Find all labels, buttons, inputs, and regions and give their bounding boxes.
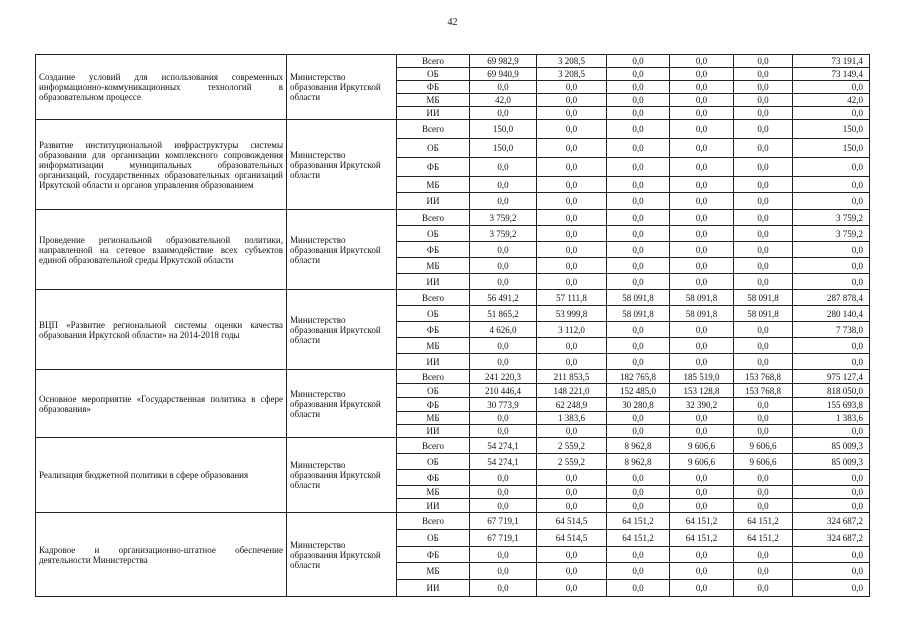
year-value: 0,0 (734, 94, 793, 107)
total-value: 73 149,4 (793, 68, 870, 81)
executor: Министерство образования Иркутской области (287, 210, 397, 290)
funding-source: Всего (397, 513, 470, 530)
budget-table (35, 54, 870, 597)
year-value: 64 151,2 (734, 513, 793, 530)
total-value: 818 050,0 (793, 384, 870, 398)
year-value: 0,0 (670, 242, 734, 258)
funding-source: ФБ (397, 81, 470, 94)
year-value: 3 759,2 (470, 226, 537, 242)
year-value: 0,0 (670, 81, 734, 94)
year-value: 0,0 (537, 177, 607, 193)
year-value: 0,0 (607, 242, 670, 258)
year-value: 0,0 (734, 499, 793, 513)
year-value: 62 248,9 (537, 398, 607, 412)
total-value: 280 140,4 (793, 306, 870, 322)
year-value: 182 765,8 (607, 370, 670, 384)
year-value: 0,0 (537, 210, 607, 226)
year-value: 58 091,8 (670, 290, 734, 306)
year-value: 58 091,8 (670, 306, 734, 322)
executor: Министерство образования Иркутской области (287, 120, 397, 210)
year-value: 30 280,8 (607, 398, 670, 412)
funding-source: МБ (397, 94, 470, 107)
year-value: 241 220,3 (470, 370, 537, 384)
year-value: 0,0 (607, 68, 670, 81)
funding-source: ИИ (397, 107, 470, 120)
year-value: 67 719,1 (470, 530, 537, 547)
year-value: 0,0 (607, 338, 670, 354)
year-value: 69 982,9 (470, 55, 537, 68)
year-value: 64 151,2 (670, 513, 734, 530)
year-value: 0,0 (670, 547, 734, 563)
year-value: 42,0 (470, 94, 537, 107)
year-value: 185 519,0 (670, 370, 734, 384)
funding-source: ОБ (397, 530, 470, 547)
year-value: 0,0 (607, 499, 670, 513)
year-value: 0,0 (537, 274, 607, 290)
total-value: 0,0 (793, 177, 870, 193)
year-value: 0,0 (670, 338, 734, 354)
year-value: 0,0 (537, 486, 607, 499)
year-value: 153 768,8 (734, 370, 793, 384)
funding-source: Всего (397, 370, 470, 384)
funding-source: ФБ (397, 547, 470, 563)
executor: Министерство образования Иркутской области (287, 55, 397, 120)
year-value: 0,0 (670, 486, 734, 499)
total-value: 0,0 (793, 499, 870, 513)
year-value: 58 091,8 (734, 306, 793, 322)
activity-name: Кадровое и организационно-штатное обеспечение деятельности Министерства (36, 513, 287, 597)
table-row (36, 210, 870, 226)
year-value: 153 768,8 (734, 384, 793, 398)
total-value: 0,0 (793, 242, 870, 258)
year-value: 0,0 (670, 68, 734, 81)
year-value: 0,0 (470, 193, 537, 210)
year-value: 58 091,8 (607, 290, 670, 306)
funding-source: ОБ (397, 306, 470, 322)
year-value: 0,0 (734, 547, 793, 563)
year-value: 0,0 (670, 322, 734, 338)
year-value: 0,0 (537, 354, 607, 370)
year-value: 3 208,5 (537, 55, 607, 68)
funding-source: ФБ (397, 158, 470, 177)
year-value: 0,0 (470, 547, 537, 563)
year-value: 0,0 (734, 322, 793, 338)
year-value: 0,0 (537, 81, 607, 94)
year-value: 0,0 (537, 193, 607, 210)
year-value: 0,0 (537, 425, 607, 438)
year-value: 0,0 (537, 120, 607, 139)
year-value: 0,0 (734, 120, 793, 139)
funding-source: Всего (397, 438, 470, 454)
funding-source: Всего (397, 210, 470, 226)
year-value: 150,0 (470, 120, 537, 139)
total-value: 0,0 (793, 563, 870, 580)
activity-name: Развитие институциональной инфраструктуры системы образования для организации комплексного сопровождения информатизации муниципальных образовательных организаций, государственных образовательных организаций Иркутской области и органов управления образованием (36, 120, 287, 210)
year-value: 2 559,2 (537, 438, 607, 454)
year-value: 0,0 (470, 563, 537, 580)
year-value: 64 151,2 (734, 530, 793, 547)
year-value: 0,0 (607, 580, 670, 597)
year-value: 0,0 (537, 226, 607, 242)
total-value: 0,0 (793, 425, 870, 438)
funding-source: ОБ (397, 454, 470, 470)
year-value: 67 719,1 (470, 513, 537, 530)
year-value: 0,0 (470, 242, 537, 258)
year-value: 0,0 (607, 547, 670, 563)
year-value: 0,0 (734, 258, 793, 274)
year-value: 210 446,4 (470, 384, 537, 398)
year-value: 9 606,6 (734, 454, 793, 470)
total-value: 150,0 (793, 139, 870, 158)
total-value: 0,0 (793, 354, 870, 370)
year-value: 0,0 (537, 499, 607, 513)
table-row (36, 370, 870, 384)
year-value: 152 485,0 (607, 384, 670, 398)
year-value: 64 514,5 (537, 530, 607, 547)
year-value: 0,0 (537, 107, 607, 120)
year-value: 58 091,8 (734, 290, 793, 306)
funding-source: ИИ (397, 580, 470, 597)
year-value: 58 091,8 (607, 306, 670, 322)
year-value: 0,0 (734, 563, 793, 580)
executor: Министерство образования Иркутской области (287, 290, 397, 370)
year-value: 2 559,2 (537, 454, 607, 470)
year-value: 4 626,0 (470, 322, 537, 338)
total-value: 0,0 (793, 107, 870, 120)
year-value: 0,0 (670, 210, 734, 226)
year-value: 0,0 (734, 425, 793, 438)
year-value: 0,0 (734, 486, 793, 499)
year-value: 0,0 (607, 563, 670, 580)
year-value: 0,0 (607, 55, 670, 68)
table-row (36, 120, 870, 139)
year-value: 0,0 (537, 563, 607, 580)
year-value: 0,0 (537, 338, 607, 354)
year-value: 0,0 (470, 580, 537, 597)
year-value: 0,0 (670, 412, 734, 425)
funding-source: МБ (397, 412, 470, 425)
funding-source: МБ (397, 486, 470, 499)
year-value: 69 940,9 (470, 68, 537, 81)
year-value: 9 606,6 (670, 454, 734, 470)
year-value: 0,0 (670, 274, 734, 290)
funding-source: ИИ (397, 425, 470, 438)
year-value: 0,0 (607, 81, 670, 94)
year-value: 1 383,6 (537, 412, 607, 425)
year-value: 0,0 (734, 242, 793, 258)
year-value: 0,0 (537, 547, 607, 563)
year-value: 0,0 (734, 398, 793, 412)
year-value: 0,0 (470, 177, 537, 193)
year-value: 0,0 (470, 486, 537, 499)
total-value: 0,0 (793, 470, 870, 486)
total-value: 0,0 (793, 486, 870, 499)
year-value: 56 491,2 (470, 290, 537, 306)
total-value: 3 759,2 (793, 226, 870, 242)
total-value: 0,0 (793, 547, 870, 563)
year-value: 0,0 (670, 55, 734, 68)
year-value: 148 221,0 (537, 384, 607, 398)
year-value: 0,0 (607, 120, 670, 139)
year-value: 0,0 (734, 193, 793, 210)
year-value: 0,0 (670, 139, 734, 158)
total-value: 73 191,4 (793, 55, 870, 68)
funding-source: ИИ (397, 274, 470, 290)
total-value: 3 759,2 (793, 210, 870, 226)
executor: Министерство образования Иркутской области (287, 513, 397, 597)
year-value: 0,0 (607, 258, 670, 274)
year-value: 0,0 (470, 425, 537, 438)
total-value: 287 878,4 (793, 290, 870, 306)
year-value: 0,0 (470, 274, 537, 290)
year-value: 30 773,9 (470, 398, 537, 412)
year-value: 0,0 (734, 354, 793, 370)
year-value: 0,0 (470, 81, 537, 94)
year-value: 0,0 (607, 210, 670, 226)
year-value: 0,0 (670, 499, 734, 513)
year-value: 0,0 (670, 258, 734, 274)
year-value: 0,0 (670, 107, 734, 120)
year-value: 0,0 (734, 158, 793, 177)
total-value: 0,0 (793, 258, 870, 274)
funding-source: ФБ (397, 242, 470, 258)
funding-source: ОБ (397, 384, 470, 398)
year-value: 64 151,2 (607, 513, 670, 530)
year-value: 0,0 (537, 158, 607, 177)
funding-source: ИИ (397, 354, 470, 370)
year-value: 0,0 (607, 177, 670, 193)
funding-source: ФБ (397, 398, 470, 412)
total-value: 324 687,2 (793, 513, 870, 530)
year-value: 0,0 (607, 107, 670, 120)
year-value: 0,0 (670, 470, 734, 486)
activity-name: Создание условий для использования современных информационно-коммуникационных технологий в образовательном процессе (36, 55, 287, 120)
year-value: 0,0 (607, 470, 670, 486)
table-row (36, 513, 870, 530)
year-value: 0,0 (734, 210, 793, 226)
funding-source: ИИ (397, 499, 470, 513)
year-value: 211 853,5 (537, 370, 607, 384)
year-value: 0,0 (607, 322, 670, 338)
total-value: 0,0 (793, 81, 870, 94)
year-value: 0,0 (734, 580, 793, 597)
year-value: 0,0 (734, 55, 793, 68)
year-value: 0,0 (734, 68, 793, 81)
funding-source: ФБ (397, 322, 470, 338)
executor: Министерство образования Иркутской области (287, 370, 397, 438)
table-row (36, 290, 870, 306)
funding-source: ИИ (397, 193, 470, 210)
total-value: 1 383,6 (793, 412, 870, 425)
year-value: 0,0 (734, 338, 793, 354)
year-value: 51 865,2 (470, 306, 537, 322)
year-value: 0,0 (607, 226, 670, 242)
total-value: 155 693,8 (793, 398, 870, 412)
year-value: 0,0 (607, 94, 670, 107)
year-value: 0,0 (470, 158, 537, 177)
activity-name: ВЦП «Развитие региональной системы оценки качества образования Иркутской области» на 2014-2018 годы (36, 290, 287, 370)
year-value: 0,0 (607, 412, 670, 425)
year-value: 57 111,8 (537, 290, 607, 306)
page-number: 42 (447, 17, 458, 28)
year-value: 0,0 (607, 158, 670, 177)
year-value: 0,0 (470, 470, 537, 486)
year-value: 0,0 (734, 226, 793, 242)
year-value: 0,0 (607, 486, 670, 499)
year-value: 0,0 (670, 425, 734, 438)
total-value: 0,0 (793, 193, 870, 210)
total-value: 0,0 (793, 580, 870, 597)
year-value: 0,0 (670, 226, 734, 242)
year-value: 0,0 (670, 177, 734, 193)
year-value: 0,0 (607, 193, 670, 210)
year-value: 0,0 (537, 139, 607, 158)
year-value: 0,0 (607, 354, 670, 370)
year-value: 9 606,6 (670, 438, 734, 454)
funding-source: ОБ (397, 226, 470, 242)
year-value: 0,0 (670, 193, 734, 210)
year-value: 64 514,5 (537, 513, 607, 530)
year-value: 0,0 (670, 120, 734, 139)
activity-name: Основное мероприятие «Государственная политика в сфере образования» (36, 370, 287, 438)
total-value: 975 127,4 (793, 370, 870, 384)
year-value: 153 128,8 (670, 384, 734, 398)
year-value: 9 606,6 (734, 438, 793, 454)
year-value: 0,0 (607, 274, 670, 290)
funding-source: Всего (397, 55, 470, 68)
year-value: 3 112,0 (537, 322, 607, 338)
year-value: 0,0 (470, 107, 537, 120)
funding-source: МБ (397, 258, 470, 274)
year-value: 32 390,2 (670, 398, 734, 412)
total-value: 0,0 (793, 274, 870, 290)
year-value: 0,0 (734, 177, 793, 193)
year-value: 64 151,2 (607, 530, 670, 547)
year-value: 0,0 (670, 94, 734, 107)
year-value: 0,0 (470, 499, 537, 513)
year-value: 3 208,5 (537, 68, 607, 81)
year-value: 54 274,1 (470, 454, 537, 470)
year-value: 0,0 (670, 563, 734, 580)
year-value: 3 759,2 (470, 210, 537, 226)
year-value: 53 999,8 (537, 306, 607, 322)
year-value: 0,0 (537, 242, 607, 258)
funding-source: ФБ (397, 470, 470, 486)
activity-name: Реализация бюджетной политики в сфере образования (36, 438, 287, 513)
year-value: 54 274,1 (470, 438, 537, 454)
year-value: 0,0 (607, 425, 670, 438)
year-value: 64 151,2 (670, 530, 734, 547)
year-value: 8 962,8 (607, 454, 670, 470)
year-value: 0,0 (607, 139, 670, 158)
total-value: 0,0 (793, 158, 870, 177)
year-value: 0,0 (670, 354, 734, 370)
year-value: 150,0 (470, 139, 537, 158)
year-value: 0,0 (470, 258, 537, 274)
year-value: 0,0 (537, 94, 607, 107)
year-value: 0,0 (734, 107, 793, 120)
activity-name: Проведение региональной образовательной политики, направленной на сетевое взаимодействие всех субъектов единой образовательной среды Иркутской области (36, 210, 287, 290)
total-value: 324 687,2 (793, 530, 870, 547)
funding-source: Всего (397, 290, 470, 306)
year-value: 0,0 (537, 470, 607, 486)
year-value: 0,0 (734, 412, 793, 425)
executor: Министерство образования Иркутской области (287, 438, 397, 513)
year-value: 0,0 (670, 158, 734, 177)
year-value: 0,0 (470, 412, 537, 425)
table-row (36, 55, 870, 68)
year-value: 0,0 (470, 354, 537, 370)
total-value: 150,0 (793, 120, 870, 139)
year-value: 0,0 (734, 81, 793, 94)
total-value: 7 738,0 (793, 322, 870, 338)
funding-source: МБ (397, 177, 470, 193)
funding-source: МБ (397, 563, 470, 580)
year-value: 0,0 (734, 274, 793, 290)
total-value: 0,0 (793, 338, 870, 354)
year-value: 0,0 (734, 139, 793, 158)
year-value: 0,0 (537, 258, 607, 274)
funding-source: ОБ (397, 68, 470, 81)
funding-source: Всего (397, 120, 470, 139)
total-value: 85 009,3 (793, 438, 870, 454)
year-value: 0,0 (734, 470, 793, 486)
funding-source: ОБ (397, 139, 470, 158)
total-value: 42,0 (793, 94, 870, 107)
year-value: 0,0 (670, 580, 734, 597)
year-value: 8 962,8 (607, 438, 670, 454)
year-value: 0,0 (470, 338, 537, 354)
table-row (36, 438, 870, 454)
funding-source: МБ (397, 338, 470, 354)
year-value: 0,0 (537, 580, 607, 597)
total-value: 85 009,3 (793, 454, 870, 470)
